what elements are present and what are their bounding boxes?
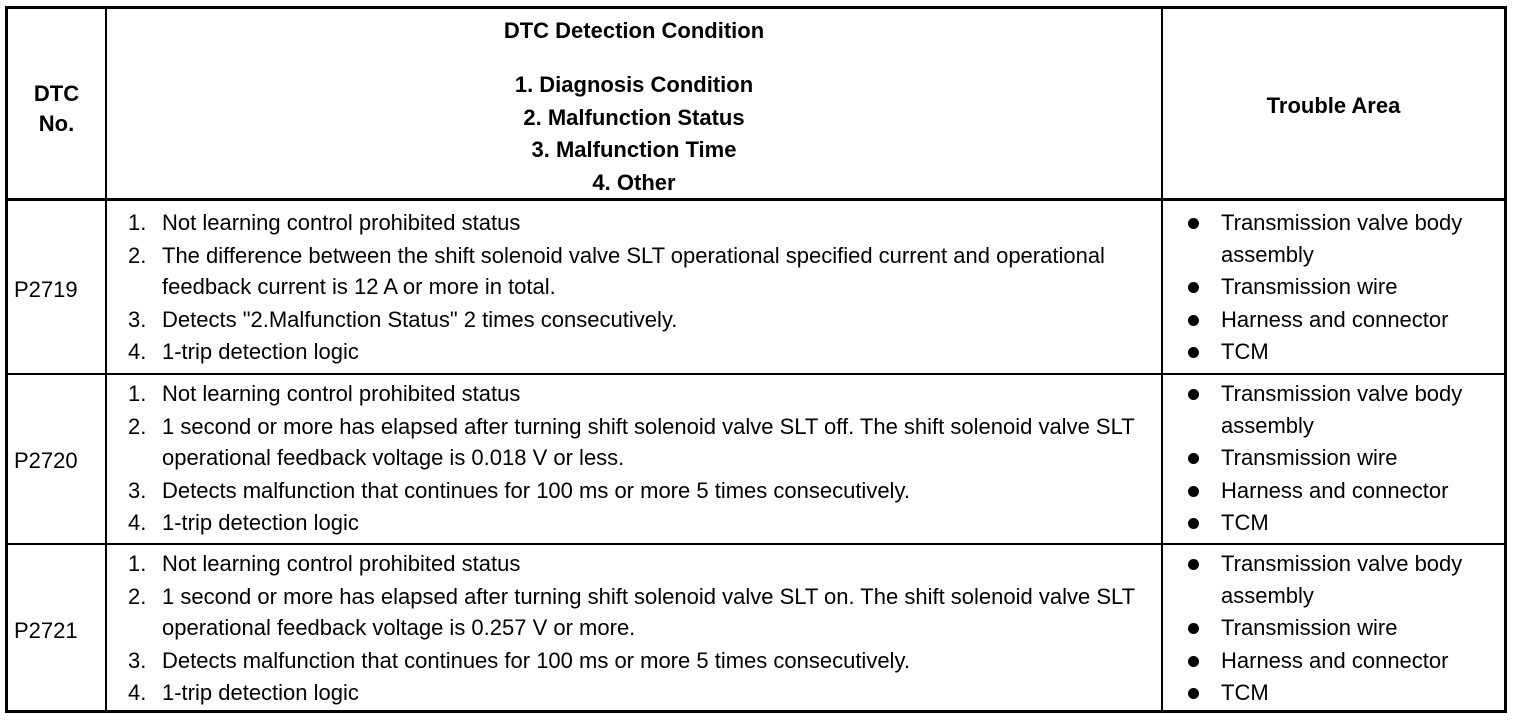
- condition-item: [128, 548, 1158, 580]
- bullet-icon: [1188, 282, 1199, 293]
- header-condition-item: 3. Malfunction Time: [531, 137, 737, 163]
- trouble-area-text: Transmission valve body assembly: [1221, 210, 1463, 267]
- condition-text: Detects malfunction that continues for 100 ms or more 5 times consecutively.: [162, 477, 910, 503]
- condition-number: 3 .: [128, 648, 146, 673]
- condition-item: [128, 378, 1158, 410]
- condition-text: 1-trip detection logic: [162, 680, 359, 705]
- condition-item: [128, 304, 1158, 336]
- condition-list: [128, 548, 1158, 710]
- condition-text: 1-trip detection logic: [162, 339, 359, 364]
- condition-number: 4 .: [128, 339, 146, 364]
- header-condition-item: 1. Diagnosis Condition: [514, 72, 754, 97]
- trouble-area-item: [1183, 378, 1503, 441]
- trouble-area-text: TCM: [1221, 680, 1269, 705]
- trouble-area-text: Harness and connector: [1221, 306, 1449, 332]
- bullet-icon: [1188, 315, 1199, 326]
- bullet-icon: [1188, 486, 1199, 497]
- condition-text: Detects malfunction that continues for 100 ms or more 5 times consecutively.: [162, 647, 910, 673]
- trouble-area-list: [1183, 548, 1503, 710]
- trouble-area-text: Harness and connector: [1221, 477, 1449, 503]
- column-divider: [105, 9, 107, 710]
- table-row: [8, 204, 1504, 375]
- condition-text: 1 second or more has elapsed after turning shift solenoid valve SLT on. The shift solenoid valve SLT operational feedback voltage is 0.257 V or more.: [162, 583, 1135, 640]
- condition-item: [128, 677, 1158, 709]
- header-condition-item: 2. Malfunction Status: [523, 104, 745, 130]
- bullet-icon: [1188, 623, 1199, 634]
- condition-list: [128, 378, 1158, 540]
- condition-number: 2 .: [128, 243, 146, 268]
- bullet-icon: [1188, 559, 1199, 570]
- condition-number: 4 .: [128, 680, 146, 705]
- trouble-area-item: [1183, 271, 1503, 303]
- condition-item: [128, 581, 1158, 644]
- trouble-area-text: Harness and connector: [1221, 647, 1449, 673]
- condition-item: [128, 411, 1158, 474]
- header-dtc-no-line2: No.: [38, 111, 75, 136]
- trouble-area-item: [1183, 207, 1503, 270]
- bullet-icon: [1188, 688, 1199, 699]
- trouble-area-list: [1183, 378, 1503, 540]
- condition-number: 3 .: [128, 478, 146, 503]
- dtc-code: P2720: [14, 448, 78, 473]
- dtc-code: P2721: [14, 618, 78, 643]
- condition-number: 3 .: [128, 307, 146, 332]
- bullet-icon: [1188, 518, 1199, 529]
- bullet-icon: [1188, 453, 1199, 464]
- table-row: [8, 545, 1504, 713]
- trouble-area-item: [1183, 336, 1503, 368]
- header-detection-condition: [107, 15, 1161, 200]
- trouble-area-item: [1183, 507, 1503, 539]
- bullet-icon: [1188, 389, 1199, 400]
- condition-number: 1 .: [128, 210, 146, 235]
- trouble-area-text: Transmission wire: [1221, 445, 1398, 470]
- trouble-area-text: Transmission valve body assembly: [1221, 381, 1463, 438]
- condition-number: 2 .: [128, 584, 146, 609]
- bullet-icon: [1188, 218, 1199, 229]
- condition-number: 4 .: [128, 510, 146, 535]
- trouble-area-item: [1183, 612, 1503, 644]
- header-condition-item: 4. Other: [592, 170, 676, 196]
- dtc-table: [5, 6, 1507, 713]
- table-row: [8, 375, 1504, 545]
- bullet-icon: [1188, 656, 1199, 667]
- condition-number: 1 .: [128, 381, 146, 406]
- condition-text: Not learning control prohibited status: [162, 381, 521, 406]
- condition-item: [128, 645, 1158, 677]
- trouble-area-item: [1183, 645, 1503, 677]
- trouble-area-item: [1183, 442, 1503, 474]
- trouble-area-text: Transmission wire: [1221, 615, 1398, 640]
- header-trouble-area: Trouble Area: [1266, 93, 1401, 118]
- header-condition-title: DTC Detection Condition: [503, 18, 765, 43]
- condition-text: Not learning control prohibited status: [162, 210, 521, 235]
- trouble-area-text: TCM: [1221, 339, 1269, 364]
- condition-text: 1-trip detection logic: [162, 510, 359, 535]
- condition-item: [128, 207, 1158, 239]
- condition-list: [128, 207, 1158, 369]
- condition-text: The difference between the shift solenoid valve SLT operational specified current and operational feedback current is 12 A or more in total.: [162, 242, 1105, 299]
- condition-item: [128, 475, 1158, 507]
- dtc-code: P2719: [14, 277, 78, 302]
- trouble-area-list: [1183, 207, 1503, 369]
- header-dtc-no: [8, 79, 105, 139]
- bullet-icon: [1188, 347, 1199, 358]
- header-dtc-no-line1: DTC: [33, 81, 80, 106]
- trouble-area-item: [1183, 475, 1503, 507]
- trouble-area-item: [1183, 548, 1503, 611]
- condition-text: Detects "2.Malfunction Status" 2 times consecutively.: [162, 306, 678, 332]
- condition-text: 1 second or more has elapsed after turning shift solenoid valve SLT off. The shift solenoid valve SLT operational feedback voltage is 0.018 V or less.: [162, 413, 1135, 470]
- condition-number: 2 .: [128, 414, 146, 439]
- trouble-area-text: Transmission wire: [1221, 274, 1398, 299]
- condition-item: [128, 507, 1158, 539]
- trouble-area-item: [1183, 677, 1503, 709]
- condition-item: [128, 336, 1158, 368]
- condition-text: Not learning control prohibited status: [162, 551, 521, 576]
- condition-item: [128, 240, 1158, 303]
- trouble-area-text: Transmission valve body assembly: [1221, 551, 1463, 608]
- table-header-row: [8, 9, 1504, 201]
- trouble-area-text: TCM: [1221, 510, 1269, 535]
- condition-number: 1 .: [128, 551, 146, 576]
- trouble-area-item: [1183, 304, 1503, 336]
- column-divider: [1161, 9, 1163, 710]
